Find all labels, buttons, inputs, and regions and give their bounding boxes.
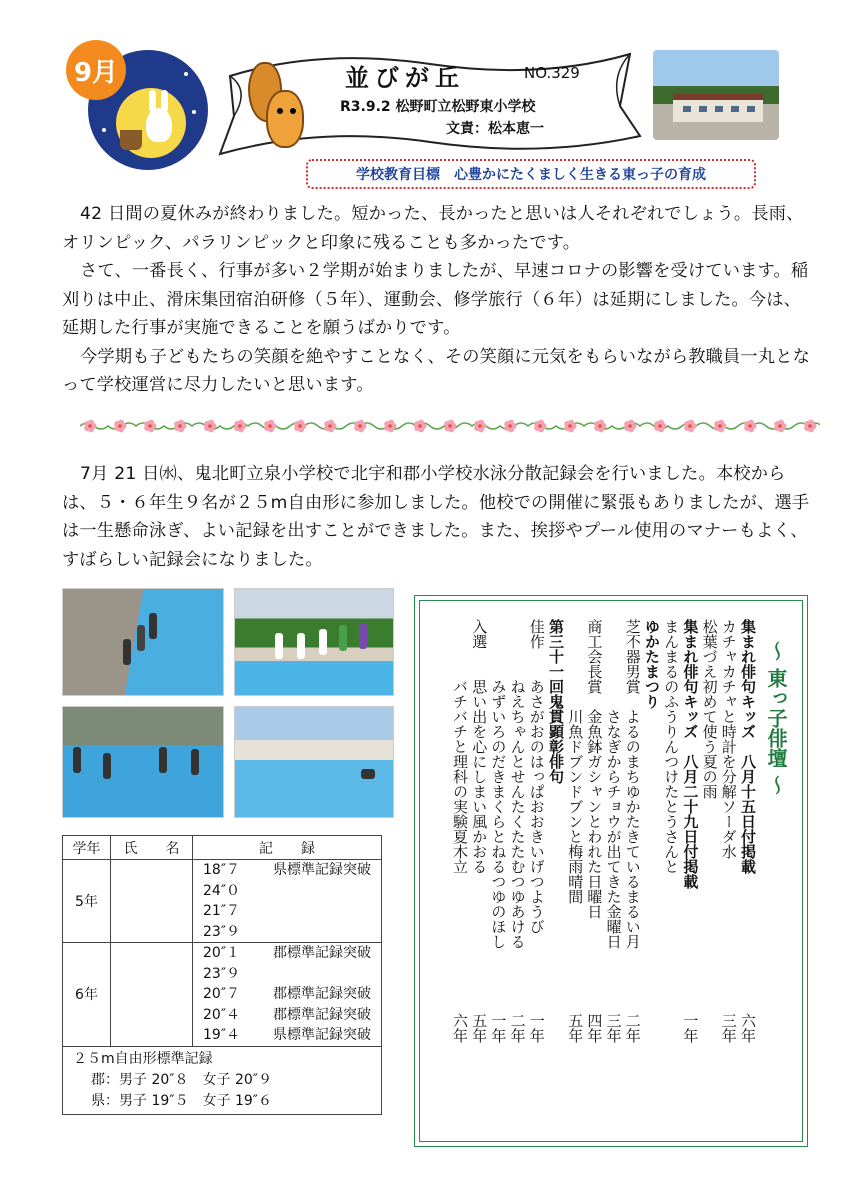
header-name: 氏 名 [111, 836, 193, 860]
haiku-corner-box [414, 595, 808, 1147]
squirrel-mascot [248, 62, 308, 152]
record-time: 23″９ [203, 965, 241, 982]
haiku-line: みずいろのだきまくらとねるつゆのほし [489, 619, 508, 949]
flower-icon [114, 420, 126, 433]
intro-paragraph-2: さて、一番長く、行事が多い２学期が始まりましたが、早速コロナの影響を受けています。稲刈りは中止、滑床集団宿泊研修（５年）、運動会、修学旅行（６年）は延期にしました。今は、延期した行事が実施できることを願うばかりです。 [62, 261, 809, 338]
record-time: 21″７ [203, 903, 241, 919]
name-cell [111, 860, 193, 943]
flower-icon [204, 420, 216, 433]
swim-meet-report: 7月 21 日㈬、鬼北町立泉小学校で北宇和郡小学校水泳分散記録会を行いました。本校からは、５・６年生９名が２５m自由形に参加しました。他校での開催に緊張もありましたが、選手は一生懸命泳ぎ、よい記録を出すことができました。また、挨拶やプール使用のマナーもよく、すばらしい記録会になりました。 [62, 464, 810, 570]
record-time: 19″４ [203, 1027, 241, 1043]
table-row [63, 860, 382, 943]
swim-photo-poolside [62, 588, 224, 696]
haiku-inner-frame [419, 600, 803, 1142]
flower-icon [414, 420, 426, 433]
rabbit-icon [146, 108, 172, 142]
record-note: 県標準記録突破 [273, 1027, 371, 1043]
flower-icon [354, 420, 366, 433]
haiku-line: バチバチと理科の実験夏木立 [451, 619, 469, 874]
flower-icon [174, 420, 186, 433]
flower-icon [474, 420, 486, 433]
haiku-section-title: 第三十一回鬼貫顕彰俳句 [547, 619, 565, 784]
flower-icon [654, 420, 666, 433]
flower-icon [144, 420, 156, 433]
haiku-section-title: ゆかたまつり [643, 619, 661, 709]
haiku-line: カチャカチャと時計を分解ソーダ水 [719, 619, 738, 859]
record-note: 県標準記録突破 [273, 862, 371, 878]
haiku-line: まんまるのふうりんつけたとうさんと [662, 619, 681, 874]
name-cell [111, 943, 193, 1047]
month-badge: 9月 [66, 40, 126, 100]
flower-icon [234, 420, 246, 433]
swim-photo-race [234, 706, 394, 818]
flower-icon [744, 420, 756, 433]
record-time: 24″０ [203, 882, 241, 899]
author-line: 文責：松本恵一 [446, 121, 544, 137]
haiku-heading: ～ 東っ子俳壇 ～ [764, 641, 788, 795]
record-time: 20″１ [203, 945, 241, 961]
standard-ken: 県：男子 19″５ 女子 19″６ [91, 1092, 272, 1109]
flower-icon [624, 420, 636, 433]
school-goal-banner: 学校教育目標 心豊かにたくましく生きる東っ子の育成 [306, 159, 756, 189]
haiku-line: ねえちゃんとせんたくたたむつゆあける [508, 619, 527, 949]
table-row [63, 943, 382, 1047]
record-time: 20″４ [203, 1006, 241, 1023]
grade-5-records [193, 860, 382, 943]
flower-icon [264, 420, 276, 433]
flower-icon [684, 420, 696, 433]
haiku-grade: 三年 [719, 1013, 738, 1043]
haiku-section-title: 集まれ俳句キッズ 八月二十九日付掲載 [681, 619, 700, 889]
haiku-line: 商工会長賞 金魚鉢ガシャンとわれた日曜日 [585, 619, 604, 919]
flower-icon [714, 420, 726, 433]
flower-icon [804, 420, 816, 433]
date-school-line: R3.9.2 松野町立松野東小学校 [340, 99, 536, 115]
haiku-section-title: 集まれ俳句キッズ 八月十五日付掲載 [739, 619, 757, 874]
record-time: 23″９ [203, 923, 241, 940]
mortar-icon [120, 130, 142, 150]
haiku-grade: 三年 [604, 1013, 623, 1043]
grade-6-records [193, 943, 382, 1047]
standard-records-row [63, 1046, 382, 1114]
record-note: 郡標準記録突破 [273, 986, 371, 1002]
flower-icon [774, 420, 786, 433]
grade-5-label: 5年 [63, 860, 111, 943]
haiku-grade: 四年 [585, 1013, 604, 1043]
haiku-line: さなぎからチョウが出てきた金曜日 [604, 619, 623, 949]
flower-icon [504, 420, 516, 433]
haiku-grade: 二年 [623, 1013, 642, 1043]
grade-6-label: 6年 [63, 943, 111, 1047]
swim-records-table [62, 835, 382, 1115]
haiku-grade: 六年 [451, 1013, 469, 1043]
haiku-grade: 二年 [508, 1013, 527, 1043]
swim-photo-lineup [234, 588, 394, 696]
haiku-line: 松葉づえ初めて使う夏の雨 [700, 619, 719, 799]
intro-paragraph-3: 今学期も子どもたちの笑顔を絶やすことなく、その笑顔に元気をもらいながら教職員一丸となって学校運営に尽力したいと思います。 [62, 346, 810, 395]
standard-title: ２５m自由形標準記録 [73, 1050, 213, 1067]
flower-icon [84, 420, 96, 433]
flower-icon [594, 420, 606, 433]
flower-icon [324, 420, 336, 433]
swim-photo-start [62, 706, 224, 818]
haiku-grade: 五年 [566, 1013, 585, 1043]
intro-paragraph-1: 42 日間の夏休みが終わりました。短かった、長かったと思いは人それぞれでしょう。長雨、オリンピック、パラリンピックと印象に残ることも多かったです。 [62, 204, 804, 253]
intro-section [62, 200, 810, 400]
haiku-grade: 五年 [470, 1013, 489, 1043]
standard-gun: 郡：男子 20″８ 女子 20″９ [91, 1071, 272, 1088]
haiku-line: 川魚ドブンドブンと梅雨晴間 [566, 619, 585, 904]
haiku-grade: 一年 [489, 1013, 508, 1043]
flower-icon [534, 420, 546, 433]
haiku-line: 佳作 あさがおのはっぱおおきいげつようび [527, 619, 546, 934]
newsletter-title: 並びが丘 [345, 63, 465, 92]
header-grade: 学年 [63, 836, 111, 860]
flower-icon [444, 420, 456, 433]
haiku-grade: 一年 [681, 1013, 700, 1043]
record-time: 20″７ [203, 986, 241, 1002]
haiku-grade: 一年 [527, 1013, 546, 1043]
record-note: 郡標準記録突破 [273, 945, 371, 961]
record-time: 18″７ [203, 862, 241, 878]
standard-records-cell [63, 1046, 382, 1114]
record-note: 郡標準記録突破 [273, 1006, 371, 1023]
flower-icon [564, 420, 576, 433]
header-record: 記 録 [193, 836, 382, 860]
flower-icon [384, 420, 396, 433]
flower-icon [294, 420, 306, 433]
table-header-row [63, 836, 382, 860]
haiku-line: 芝不器男賞 よるのまちゆかたきているまるい月 [623, 619, 642, 949]
haiku-grade: 六年 [739, 1013, 757, 1043]
flower-divider [80, 418, 820, 434]
issue-number: NO.329 [524, 64, 580, 82]
haiku-line: 入選 思い出を心にしまい風かおる [470, 619, 489, 874]
school-building-photo [653, 50, 779, 140]
